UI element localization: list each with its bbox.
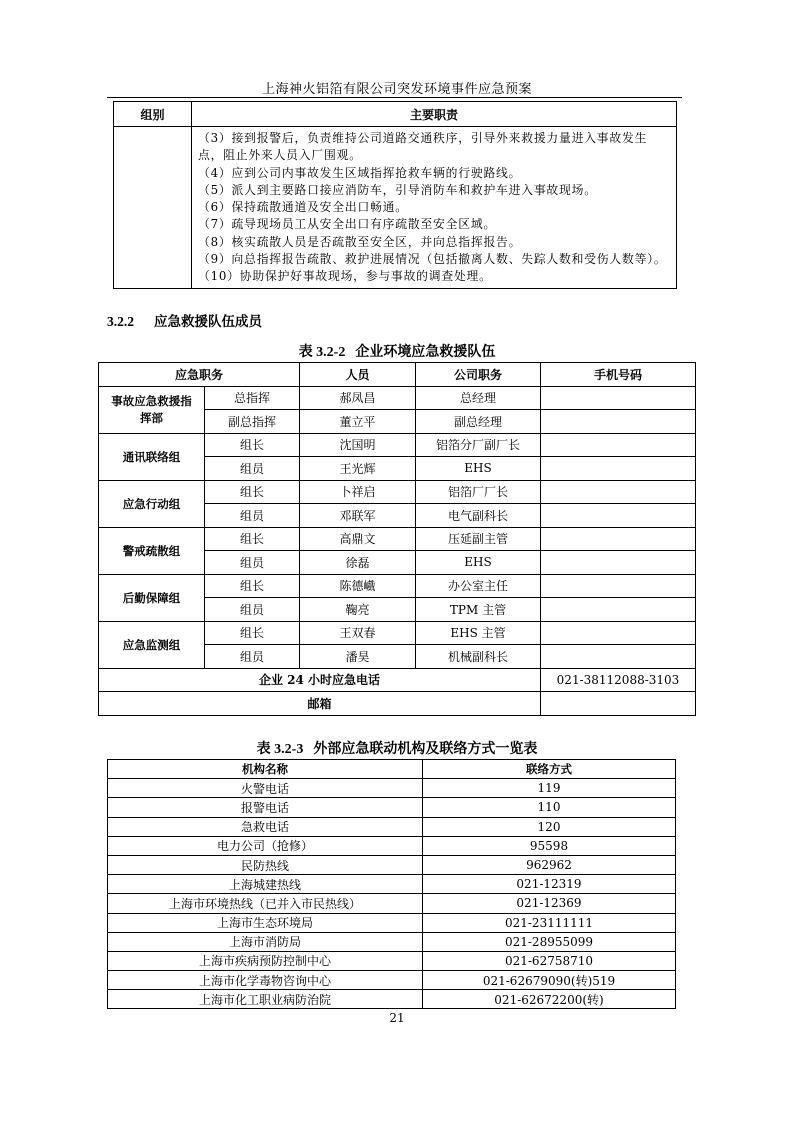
agency-name-cell: 上海市消防局 <box>108 932 423 951</box>
person-cell: 徐磊 <box>300 551 416 575</box>
role-cell: 组长 <box>205 527 300 551</box>
agency-row <box>108 913 676 932</box>
header-rule <box>107 97 682 98</box>
agency-name-cell: 报警电话 <box>108 798 423 817</box>
col-header-person: 人员 <box>300 363 416 387</box>
role-cell: 组长 <box>205 574 300 598</box>
company-title-cell: TPM 主管 <box>416 598 541 622</box>
agency-name-cell: 电力公司（抢修） <box>108 836 423 855</box>
page-header: 上海神火铝箔有限公司突发环境事件应急预案 <box>261 82 532 97</box>
col-header-agency: 机构名称 <box>108 760 423 779</box>
person-cell: 王双春 <box>300 621 416 645</box>
duty-item: （7）疏导现场员工从安全出口有序疏散至安全区域。 <box>198 217 497 232</box>
email-value <box>541 692 696 716</box>
duty-item: （4）应到公司内事故发生区域指挥抢救车辆的行驶路线。 <box>198 165 522 180</box>
table2-caption-text: 企业环境应急救援队伍 <box>355 344 496 360</box>
duty-item: （3）接到报警后，负责维持公司道路交通秩序，引导外来救援力量进入事故发生点，阻止外来人员入厂围观。 <box>198 131 648 163</box>
role-cell: 副总指挥 <box>205 410 300 434</box>
team-group-name: 警戒疏散组 <box>99 527 205 574</box>
company-title-cell: EHS 主管 <box>416 621 541 645</box>
table3-caption-number: 表 3.2-3 <box>256 742 304 757</box>
role-cell: 组长 <box>205 433 300 457</box>
col-header-company-title: 公司职务 <box>416 363 541 387</box>
emergency-team-table <box>98 362 696 716</box>
team-row <box>99 621 696 645</box>
hotline-label: 企业 24 小时应急电话 <box>99 668 541 692</box>
team-row <box>99 386 696 410</box>
duty-item: （10）协助保护好事故现场，参与事故的调查处理。 <box>198 269 492 284</box>
agency-name-cell: 上海城建热线 <box>108 875 423 894</box>
company-title-cell: EHS <box>416 551 541 575</box>
section-heading <box>107 310 262 330</box>
person-cell: 郝凤昌 <box>300 386 416 410</box>
table3-caption-text: 外部应急联动机构及联络方式一览表 <box>313 741 538 757</box>
team-group-name: 应急监测组 <box>99 621 205 668</box>
agency-contact-cell: 021-62679090(转)519 <box>423 971 676 990</box>
col-header-duties: 主要职责 <box>192 102 677 127</box>
company-title-cell: 总经理 <box>416 386 541 410</box>
company-title-cell: 副总经理 <box>416 410 541 434</box>
page-number: 21 <box>389 1011 405 1025</box>
agency-row <box>108 894 676 913</box>
person-cell: 高鼎文 <box>300 527 416 551</box>
phone-cell <box>541 504 696 528</box>
company-title-cell: 机械副科长 <box>416 645 541 669</box>
agency-row <box>108 875 676 894</box>
phone-cell <box>541 574 696 598</box>
table3-caption <box>0 738 794 758</box>
agency-contact-cell: 962962 <box>423 855 676 874</box>
phone-cell <box>541 621 696 645</box>
email-label: 邮箱 <box>99 692 541 716</box>
agency-name-cell: 火警电话 <box>108 779 423 798</box>
agency-contact-cell: 119 <box>423 779 676 798</box>
duties-cell <box>192 127 677 289</box>
phone-cell <box>541 551 696 575</box>
team-row <box>99 527 696 551</box>
table2-caption-number: 表 3.2-2 <box>298 345 346 360</box>
duty-item: （8）核实疏散人员是否疏散至安全区，并向总指挥报告。 <box>198 234 522 249</box>
team-group-name: 应急行动组 <box>99 480 205 527</box>
person-cell: 鞠亮 <box>300 598 416 622</box>
phone-cell <box>541 386 696 410</box>
col-header-contact: 联络方式 <box>423 760 676 779</box>
group-cell-empty <box>114 127 192 289</box>
role-cell: 组长 <box>205 621 300 645</box>
agency-name-cell: 上海市化工职业病防治院 <box>108 990 423 1009</box>
agency-contact-cell: 110 <box>423 798 676 817</box>
agency-contact-cell: 021-12369 <box>423 894 676 913</box>
person-cell: 董立平 <box>300 410 416 434</box>
duty-item: （6）保持疏散通道及安全出口畅通。 <box>198 200 408 215</box>
agency-row <box>108 951 676 970</box>
agency-contact-cell: 021-28955099 <box>423 932 676 951</box>
agency-row <box>108 932 676 951</box>
agency-contact-cell: 120 <box>423 817 676 836</box>
team-group-name: 后勤保障组 <box>99 574 205 621</box>
company-title-cell: 铝箔厂厂长 <box>416 480 541 504</box>
duty-item: （5）派人到主要路口接应消防车，引导消防车和救护车进入事故现场。 <box>198 182 597 197</box>
col-header-phone: 手机号码 <box>541 363 696 387</box>
phone-cell <box>541 480 696 504</box>
company-title-cell: 办公室主任 <box>416 574 541 598</box>
person-cell: 沈国明 <box>300 433 416 457</box>
phone-cell <box>541 457 696 481</box>
agency-contact-cell: 95598 <box>423 836 676 855</box>
team-row <box>99 574 696 598</box>
agency-name-cell: 急救电话 <box>108 817 423 836</box>
phone-cell <box>541 433 696 457</box>
team-group-name: 事故应急救援指挥部 <box>99 386 205 433</box>
role-cell: 总指挥 <box>205 386 300 410</box>
agency-row <box>108 798 676 817</box>
person-cell: 邓联军 <box>300 504 416 528</box>
agency-name-cell: 民防热线 <box>108 855 423 874</box>
col-header-emergency-role: 应急职务 <box>99 363 300 387</box>
person-cell: 卜祥启 <box>300 480 416 504</box>
team-group-name: 通讯联络组 <box>99 433 205 480</box>
agency-name-cell: 上海市生态环境局 <box>108 913 423 932</box>
agency-name-cell: 上海市疾病预防控制中心 <box>108 951 423 970</box>
phone-cell <box>541 527 696 551</box>
duties-table <box>113 101 677 289</box>
company-title-cell: EHS <box>416 457 541 481</box>
phone-cell <box>541 645 696 669</box>
role-cell: 组长 <box>205 480 300 504</box>
agency-contact-cell: 021-62672200(转) <box>423 990 676 1009</box>
agency-row <box>108 779 676 798</box>
external-agencies-table <box>107 759 676 1009</box>
agency-contact-cell: 021-23111111 <box>423 913 676 932</box>
company-title-cell: 压延副主管 <box>416 527 541 551</box>
agency-name-cell: 上海市环境热线（已并入市民热线） <box>108 894 423 913</box>
agency-name-cell: 上海市化学毒物咨询中心 <box>108 971 423 990</box>
role-cell: 组员 <box>205 551 300 575</box>
agency-contact-cell: 021-12319 <box>423 875 676 894</box>
role-cell: 组员 <box>205 645 300 669</box>
person-cell: 潘昊 <box>300 645 416 669</box>
person-cell: 王光辉 <box>300 457 416 481</box>
section-title: 应急救援队伍成员 <box>154 314 262 330</box>
agency-row <box>108 990 676 1009</box>
agency-row <box>108 855 676 874</box>
role-cell: 组员 <box>205 457 300 481</box>
company-title-cell: 电气副科长 <box>416 504 541 528</box>
team-row <box>99 433 696 457</box>
table2-caption <box>0 341 794 361</box>
col-header-group: 组别 <box>114 102 192 127</box>
phone-cell <box>541 410 696 434</box>
hotline-number: 021-38112088-3103 <box>541 668 696 692</box>
section-number: 3.2.2 <box>107 314 134 329</box>
agency-row <box>108 817 676 836</box>
agency-row <box>108 971 676 990</box>
duty-item: （9）向总指挥报告疏散、救护进展情况（包括撤离人数、失踪人数和受伤人数等）。 <box>198 252 667 267</box>
person-cell: 陈德巇 <box>300 574 416 598</box>
agency-row <box>108 836 676 855</box>
role-cell: 组员 <box>205 504 300 528</box>
phone-cell <box>541 598 696 622</box>
agency-contact-cell: 021-62758710 <box>423 951 676 970</box>
company-title-cell: 铝箔分厂副厂长 <box>416 433 541 457</box>
role-cell: 组员 <box>205 598 300 622</box>
team-row <box>99 480 696 504</box>
